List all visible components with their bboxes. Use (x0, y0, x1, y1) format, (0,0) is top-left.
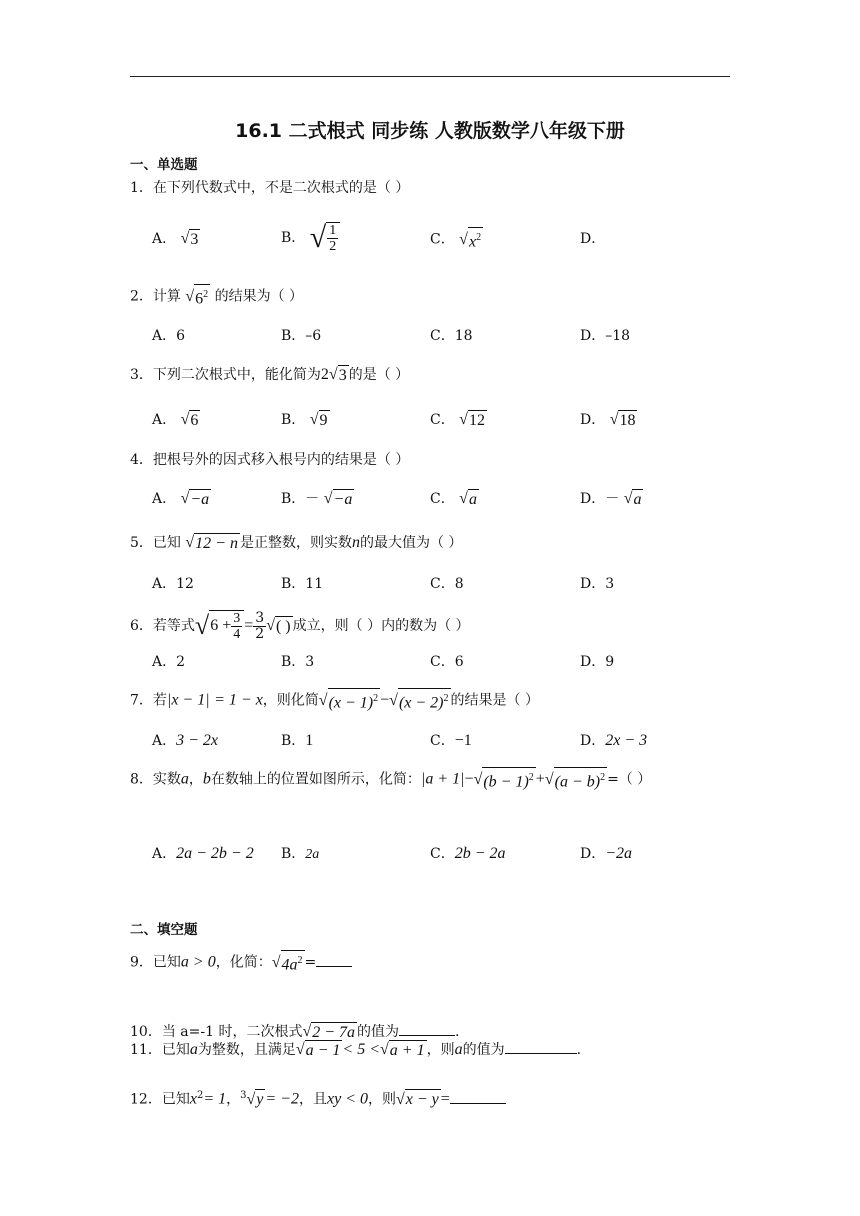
question-text: 下列二次根式中，能化简为 (152, 367, 321, 384)
radical: √( ) (266, 617, 291, 635)
option-value: 1 (305, 732, 314, 749)
question-12 (130, 1084, 506, 1112)
radicand: (a − b) (554, 773, 601, 791)
q5-option-b[interactable]: B．11 (281, 576, 324, 592)
q2-option-d[interactable]: D．–18 (580, 328, 631, 344)
question-text: 的结果是（ ） (450, 692, 539, 709)
question-text: 若等式 (152, 618, 195, 634)
section-fill-in: 二、填空题 (130, 922, 198, 938)
question-text: 的值为 (357, 1024, 400, 1041)
question-text: 已知 (152, 535, 181, 552)
radical: √y (246, 1090, 264, 1109)
exponent: 2 (297, 955, 303, 966)
q1-option-b[interactable] (281, 222, 340, 254)
variable: x (189, 1090, 197, 1108)
radicand: a (468, 490, 477, 508)
radical: $√4a^2$ (272, 950, 305, 975)
radicand: −a (333, 490, 353, 508)
radical: √9 (309, 411, 328, 429)
absolute-value: |a + 1| (420, 770, 465, 788)
radical: √a (623, 490, 642, 508)
radical: √a (459, 490, 477, 508)
question-number: 9． (130, 954, 153, 971)
question-text: =（ ） (607, 771, 652, 788)
radicand: 4a (281, 956, 298, 974)
question-text: 若 (152, 692, 167, 709)
q8-option-b[interactable] (281, 842, 319, 867)
exponent: 2 (443, 693, 449, 704)
option-value: 2x − 3 (605, 732, 648, 749)
question-text: 已知 (161, 1042, 190, 1059)
q6-option-c[interactable]: C．6 (430, 654, 464, 670)
q7-option-c[interactable] (430, 729, 472, 753)
q4-option-d[interactable] (580, 487, 643, 511)
question-number: 2． (130, 288, 153, 305)
question-number: 10． (130, 1024, 162, 1041)
q2-option-b[interactable]: B．–6 (281, 328, 322, 344)
radical: √a − 1 (295, 1041, 341, 1059)
radical: √ $\frac{1}{2}$ (310, 222, 340, 254)
radical: $√(a - b)^2$ (545, 767, 607, 792)
option-label: D．－ (580, 491, 620, 508)
radical: √a + 1 (380, 1041, 425, 1059)
variable: n (351, 534, 360, 552)
coefficient: 2 (320, 366, 329, 384)
option-value: 2a (305, 847, 320, 862)
radical: √12 − n (185, 534, 238, 552)
radicand: 9 (319, 411, 328, 429)
q8-option-c[interactable] (430, 842, 506, 866)
question-3 (130, 363, 409, 387)
question-number: 8． (130, 771, 153, 788)
q7-option-a[interactable] (152, 729, 218, 753)
header-rule (130, 76, 730, 77)
radicand: a − 1 (305, 1041, 341, 1059)
option-label: A． (152, 846, 177, 862)
question-text: ，则 (367, 1091, 396, 1108)
radicand: a (633, 490, 642, 508)
q2-option-c[interactable]: C．18 (430, 328, 473, 344)
question-1 (130, 176, 409, 200)
q6-option-d[interactable]: D．9 (580, 654, 615, 670)
page-title: 16.1 二式根式 同步练 人教版数学八年级下册 (235, 120, 625, 142)
option-label: C． (430, 733, 455, 749)
question-text: ，且 (298, 1091, 327, 1108)
radicand: 6 (195, 290, 204, 308)
question-number: 3． (130, 367, 153, 384)
abs-content: x − 1 (171, 691, 206, 709)
fraction (327, 223, 338, 254)
question-text: 为整数，且满足 (197, 1042, 296, 1059)
punctuation: . (576, 1042, 582, 1059)
radicand: 12 (468, 411, 485, 429)
exponent: 2 (600, 772, 606, 783)
exponent: 2 (196, 1090, 204, 1101)
radical: $√(b - 1)^2$ (474, 767, 536, 792)
option-label: D． (580, 846, 606, 862)
option-label: D． (580, 412, 606, 429)
radical: √18 (609, 411, 636, 429)
question-text: 的值为 (462, 1042, 505, 1059)
radical: √3 (328, 366, 347, 384)
option-label: C． (430, 231, 455, 248)
question-text: ，则 (426, 1042, 455, 1059)
denominator: 2 (255, 625, 265, 642)
radicand: x − y (405, 1091, 439, 1109)
q4-option-b[interactable] (281, 487, 354, 511)
radicand: ( ) (275, 617, 291, 635)
question-text: 在下列代数式中，不是二次根式的是（ ） (152, 180, 410, 196)
question-number: 4． (130, 452, 153, 468)
q6-option-b[interactable]: B．3 (281, 654, 315, 670)
question-text: 当 a=-1 时，二次根式 (161, 1024, 303, 1041)
radical: $√(x - 1)^2$ (319, 688, 380, 713)
plus-sign: + (535, 770, 545, 788)
radicand: 3 (338, 366, 347, 384)
radicand: 18 (619, 411, 636, 429)
radicand: (x − 2) (398, 694, 444, 712)
variable: a (189, 1041, 198, 1059)
answer-blank[interactable] (316, 966, 352, 967)
option-label: C． (430, 491, 455, 508)
option-label: C． (430, 412, 455, 429)
radicand: a + 1 (389, 1041, 425, 1059)
minus-sign: − (380, 691, 390, 709)
question-text: 已知 (152, 954, 181, 971)
question-text: ，化简： (215, 954, 272, 971)
variable: a (180, 770, 189, 788)
question-4 (130, 448, 409, 472)
radical: √−a (180, 490, 210, 508)
radicand: 3 (190, 230, 199, 248)
question-text: 在数轴上的位置如图所示，化简： (210, 771, 421, 788)
q8-option-a[interactable] (152, 842, 254, 866)
question-text: ，则化简 (262, 692, 319, 709)
fraction (231, 611, 242, 642)
question-number: 5． (130, 535, 153, 552)
q4-option-a[interactable] (152, 487, 211, 511)
radicand: 6 + (210, 617, 232, 635)
question-text: 的最大值为（ ） (359, 535, 463, 552)
option-label: A． (152, 412, 177, 429)
q6-option-a[interactable]: A．2 (152, 654, 186, 670)
radicand: y (256, 1091, 264, 1109)
option-label: D． (580, 231, 606, 247)
question-text: 把根号外的因式移入根号内的结果是（ ） (152, 452, 410, 468)
q7-option-d[interactable] (580, 729, 647, 753)
question-text: 的结果为（ ） (214, 288, 304, 305)
punctuation: . (455, 1024, 460, 1041)
question-text: 的是（ ） (348, 367, 410, 384)
punctuation: ， (226, 1091, 241, 1108)
root-index: 3 (240, 1090, 247, 1101)
fraction (253, 611, 266, 642)
minus-sign: − (464, 770, 474, 788)
q5-option-d[interactable]: D．3 (580, 576, 615, 592)
question-number: 12． (130, 1091, 162, 1108)
abs-content: a + 1 (425, 770, 461, 788)
radicand: −a (190, 490, 210, 508)
question-text: 成立，则（ ）内的数为（ ） (292, 618, 470, 634)
q2-option-a[interactable]: A．6 (152, 328, 186, 344)
equation-rhs: = 1 − x (214, 691, 263, 709)
numerator: 3 (255, 609, 265, 626)
option-value: −1 (454, 732, 472, 749)
option-label: B．－ (281, 491, 320, 508)
inequality: < 5 < (342, 1041, 380, 1059)
radical: √12 (459, 411, 485, 429)
radical: $√(x - 2)^2$ (389, 688, 450, 713)
q3-option-d[interactable] (580, 408, 637, 432)
q7-option-b[interactable] (281, 729, 313, 753)
question-text: 实数 (152, 771, 181, 788)
option-label: B． (281, 733, 306, 749)
question-text: 计算 (152, 288, 181, 305)
denominator: 4 (233, 627, 241, 642)
radicand: (x − 1) (328, 694, 374, 712)
question-number: 1． (130, 180, 153, 196)
option-label: B． (281, 412, 306, 429)
option-label: B． (281, 230, 306, 246)
option-label: A． (152, 491, 177, 508)
question-number: 7． (130, 692, 153, 709)
equals-sign: = (440, 1090, 450, 1108)
q1-option-c[interactable] (430, 227, 483, 252)
equals-sign: = (304, 954, 317, 971)
variable: b (202, 770, 211, 788)
q4-option-c[interactable] (430, 487, 479, 511)
q3-option-b[interactable] (281, 408, 330, 432)
radicand: 2 − 7a (312, 1023, 356, 1041)
option-label: D． (580, 733, 606, 749)
answer-blank[interactable] (505, 1053, 577, 1054)
question-9 (130, 950, 352, 975)
radicand: x (468, 233, 477, 251)
question-7 (130, 688, 539, 713)
variable: a (454, 1041, 463, 1059)
answer-blank[interactable] (399, 1035, 455, 1036)
question-number: 11． (130, 1042, 162, 1059)
question-text: 是正整数，则实数 (239, 535, 352, 552)
section-single-choice: 一、单选题 (130, 157, 198, 173)
exponent: 2 (203, 289, 209, 300)
radical: $√x^2$ (459, 227, 483, 252)
radical: √6 (180, 411, 199, 429)
answer-blank[interactable] (450, 1103, 506, 1104)
option-label: B． (281, 846, 306, 862)
radical: √3 (180, 230, 199, 248)
numerator: 1 (329, 223, 337, 238)
question-6 (130, 610, 470, 642)
exponent: 2 (476, 232, 482, 243)
radical: √x − y (395, 1090, 439, 1109)
condition: a > 0 (180, 953, 216, 971)
option-label: C． (430, 846, 455, 862)
punctuation: ， (188, 771, 203, 788)
absolute-value: |x − 1| (166, 691, 210, 709)
q3-option-a[interactable] (152, 408, 200, 432)
q5-option-c[interactable]: C．8 (430, 576, 464, 592)
question-11 (130, 1038, 581, 1062)
radicand: 6 (190, 411, 199, 429)
equation: = 1 (203, 1090, 227, 1108)
radical: √2 − 7a (302, 1023, 356, 1041)
question-5 (130, 531, 462, 555)
numerator: 3 (233, 611, 241, 626)
option-value: −2a (605, 845, 633, 862)
equals-sign: = (244, 617, 254, 634)
exponent: 2 (528, 772, 534, 783)
question-2 (130, 284, 303, 309)
question-8 (130, 767, 651, 792)
equation: = −2 (265, 1090, 299, 1108)
q3-option-c[interactable] (430, 408, 487, 432)
q8-option-d[interactable] (580, 842, 632, 866)
radical: $√6^2$ (185, 284, 210, 309)
option-value: 2a − 2b − 2 (176, 845, 254, 862)
option-value: 2b − 2a (454, 845, 506, 862)
condition: xy < 0 (326, 1090, 368, 1108)
denominator: 2 (329, 239, 337, 254)
option-label: A． (152, 231, 177, 248)
radical: √−a (323, 490, 353, 508)
question-number: 6． (130, 618, 153, 634)
q1-option-d[interactable] (580, 227, 605, 251)
q1-option-a[interactable] (152, 227, 200, 251)
option-value: 3 − 2x (176, 732, 219, 749)
radical: √6 + $\frac{3}{4}$ (195, 610, 244, 642)
option-label: A． (152, 733, 177, 749)
question-text: 已知 (161, 1091, 190, 1108)
radicand: 12 − n (195, 534, 238, 552)
exponent: 2 (373, 693, 379, 704)
q5-option-a[interactable]: A．12 (152, 576, 194, 592)
radicand: (b − 1) (483, 773, 529, 791)
